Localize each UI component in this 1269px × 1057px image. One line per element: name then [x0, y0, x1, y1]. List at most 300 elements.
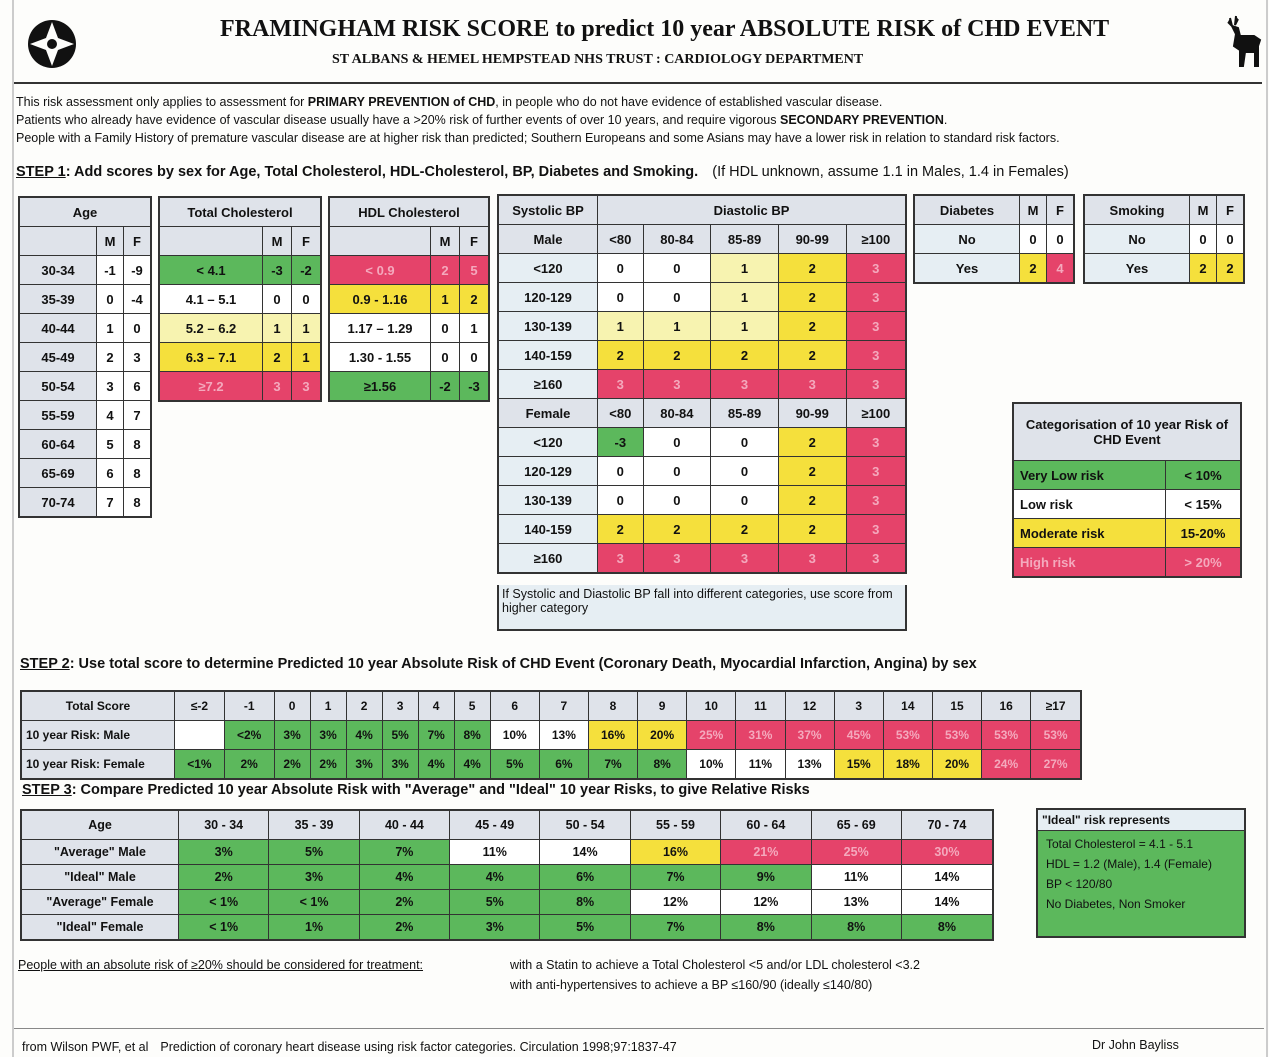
table-row [21, 750, 1081, 780]
risk-value: 7% [359, 840, 449, 865]
bp-score: -3 [598, 428, 644, 457]
bp-score: 1 [711, 254, 779, 283]
footer-reference: from Wilson PWF, et al Prediction of coronary heart disease using risk factor categories. Circulation 1998;97:1837-47 [22, 1040, 677, 1054]
bp-score: 3 [846, 544, 906, 574]
table-row [21, 721, 1081, 750]
male-score: 2 [263, 343, 292, 372]
male-col-header: M [263, 227, 292, 256]
bp-score: 2 [778, 283, 846, 312]
intro-line-3: People with a Family History of premature vascular disease are at higher risk than predicted; Southern Europeans and some Asians may have a lower risk in relation to standard risk factors. [16, 131, 1060, 145]
table-row [329, 372, 489, 402]
total-score-value: -1 [224, 691, 274, 721]
total-score-value: ≥17 [1031, 691, 1081, 721]
male-score: -1 [97, 256, 124, 285]
age-band-label: 35-39 [19, 285, 97, 314]
risk-percentage: 37% [785, 721, 834, 750]
total-score-value: 3 [382, 691, 418, 721]
male-score: 0 [431, 314, 460, 343]
bp-score: 0 [643, 457, 711, 486]
female-score: 7 [124, 401, 152, 430]
female-col-header: F [460, 227, 490, 256]
risk-percentage: 53% [1031, 721, 1081, 750]
bp-score: 3 [711, 370, 779, 399]
hdl-header: HDL Cholesterol [329, 197, 489, 227]
risk-percentage: 25% [687, 721, 736, 750]
deer-logo-icon [1218, 14, 1264, 70]
age-band-label: 30-34 [19, 256, 97, 285]
risk-percentage: <1% [175, 750, 225, 780]
table-row [329, 256, 489, 285]
table-row [498, 457, 906, 486]
hdl-range: 0.9 - 1.16 [329, 285, 431, 314]
female-score: 1 [292, 314, 322, 343]
risk-percentage: <2% [224, 721, 274, 750]
bp-score: 3 [598, 544, 644, 574]
footer-author: Dr John Bayliss [1092, 1038, 1179, 1052]
risk-percentage: 15% [834, 750, 883, 780]
option-label: Yes [914, 254, 1020, 284]
bp-score: 3 [846, 254, 906, 283]
table-row [19, 314, 151, 343]
female-col-header: F [292, 227, 322, 256]
cholesterol-range: ≥7.2 [159, 372, 263, 402]
male-bp-label: Male [498, 225, 598, 254]
diastolic-header: Diastolic BP [598, 195, 907, 225]
table-row [19, 343, 151, 372]
treatment-bp-text: with anti-hypertensives to achieve a BP ≤160/90 (ideally ≤140/80) [510, 978, 873, 992]
female-score: 0 [1217, 225, 1245, 254]
bp-score: 2 [778, 254, 846, 283]
systolic-header: Systolic BP [498, 195, 598, 225]
age-band: 60 - 64 [721, 810, 811, 840]
table-row [159, 372, 321, 402]
table-row [498, 254, 906, 283]
table-row [1084, 225, 1244, 254]
risk-percentage: 4% [454, 750, 490, 780]
risk-value: 6% [540, 865, 630, 890]
total-score-value: 2 [346, 691, 382, 721]
cholesterol-range: 4.1 – 5.1 [159, 285, 263, 314]
risk-row-label: "Ideal" Female [21, 915, 179, 941]
header-divider [14, 82, 1262, 84]
hdl-range: 1.30 - 1.55 [329, 343, 431, 372]
total-score-value: 7 [539, 691, 588, 721]
female-col-header: F [124, 227, 152, 256]
diastolic-range: 80-84 [643, 225, 711, 254]
page-title: FRAMINGHAM RISK SCORE to predict 10 year ABSOLUTE RISK of CHD EVENT [220, 16, 1110, 42]
female-score: 3 [292, 372, 322, 402]
ideal-box-header: "Ideal" risk represents [1038, 810, 1244, 831]
risk-value: 3% [450, 915, 540, 941]
risk-category-label: Low risk [1013, 490, 1166, 519]
risk-value: 5% [450, 890, 540, 915]
bp-score: 0 [643, 254, 711, 283]
total-score-value: 0 [274, 691, 310, 721]
bp-score: 2 [598, 341, 644, 370]
bp-score: 3 [846, 283, 906, 312]
risk-percentage: 18% [883, 750, 932, 780]
risk-percentage: 4% [346, 721, 382, 750]
risk-value: < 1% [179, 915, 269, 941]
table-row [19, 285, 151, 314]
male-score: 1 [97, 314, 124, 343]
risk-category-threshold: > 20% [1166, 548, 1241, 578]
bp-score: 3 [598, 370, 644, 399]
age-band-label: 40-44 [19, 314, 97, 343]
female-score: 2 [1217, 254, 1245, 284]
risk-value: 12% [721, 890, 811, 915]
ideal-criterion: BP < 120/80 [1046, 877, 1113, 891]
risk-percentage: 2% [274, 750, 310, 780]
bp-score: 1 [711, 283, 779, 312]
male-score: 2 [1190, 254, 1217, 284]
bp-score: 3 [643, 544, 711, 574]
systolic-range: ≥160 [498, 544, 598, 574]
systolic-range: 140-159 [498, 341, 598, 370]
female-score: 5 [460, 256, 490, 285]
male-score: 4 [97, 401, 124, 430]
right-border [1266, 0, 1268, 1057]
bp-score: 3 [846, 428, 906, 457]
table-row [19, 372, 151, 401]
risk-percentage: 3% [382, 750, 418, 780]
risk-row-label: "Average" Male [21, 840, 179, 865]
bp-score: 2 [643, 341, 711, 370]
risk-value: 9% [721, 865, 811, 890]
table-row [329, 285, 489, 314]
male-score: 1 [263, 314, 292, 343]
treatment-threshold-text: People with an absolute risk of ≥20% should be considered for treatment: [18, 958, 424, 972]
total-score-value: 11 [736, 691, 785, 721]
table-row [19, 430, 151, 459]
risk-value: 1% [269, 915, 359, 941]
risk-value: 5% [269, 840, 359, 865]
systolic-range: 130-139 [498, 312, 598, 341]
bp-score: 0 [598, 254, 644, 283]
male-score: 2 [1020, 254, 1047, 284]
table-row [498, 370, 906, 399]
bp-score: 3 [846, 515, 906, 544]
bp-score: 3 [846, 457, 906, 486]
female-score: 8 [124, 430, 152, 459]
page-subtitle: ST ALBANS & HEMEL HEMPSTEAD NHS TRUST : CARDIOLOGY DEPARTMENT [332, 52, 864, 67]
risk-value: 16% [630, 840, 720, 865]
diastolic-range: 85-89 [711, 399, 779, 428]
total-score-value: 6 [490, 691, 539, 721]
risk-percentage: 10% [687, 750, 736, 780]
bp-score: 2 [778, 312, 846, 341]
risk-value: 2% [359, 915, 449, 941]
risk-percentage: 53% [982, 721, 1031, 750]
bp-score: 3 [778, 544, 846, 574]
risk-percentage: 4% [418, 750, 454, 780]
table-row [498, 515, 906, 544]
female-score: 0 [460, 343, 490, 372]
table-row [21, 915, 993, 941]
age-band: 65 - 69 [811, 810, 901, 840]
bp-score: 0 [643, 428, 711, 457]
smoking-header: Smoking [1084, 195, 1190, 225]
bp-score: 3 [846, 312, 906, 341]
bp-score: 1 [598, 312, 644, 341]
risk-value: 14% [901, 865, 993, 890]
table-row [498, 341, 906, 370]
risk-value: < 1% [269, 890, 359, 915]
bp-score: 0 [598, 486, 644, 515]
risk-categorisation-table [1012, 402, 1242, 578]
age-band-label: 65-69 [19, 459, 97, 488]
risk-percentage: 7% [418, 721, 454, 750]
table-row [498, 486, 906, 515]
risk-value: < 1% [179, 890, 269, 915]
risk-percentage: 16% [588, 721, 637, 750]
systolic-range: 120-129 [498, 457, 598, 486]
table-row [159, 343, 321, 372]
table-row [21, 840, 993, 865]
risk-value: 3% [269, 865, 359, 890]
risk-value: 7% [630, 915, 720, 941]
female-score: 4 [1047, 254, 1075, 284]
bp-score: 1 [643, 312, 711, 341]
male-score: 1 [431, 285, 460, 314]
female-col-header: F [1217, 195, 1245, 225]
risk-value: 30% [901, 840, 993, 865]
table-row [329, 343, 489, 372]
table-row [1084, 254, 1244, 284]
female-score: 6 [124, 372, 152, 401]
male-score: 0 [263, 285, 292, 314]
step3-heading: STEP 3: Compare Predicted 10 year Absolute Risk with "Average" and "Ideal" 10 year Risks, to give Relative Risks [22, 782, 810, 798]
systolic-range: 120-129 [498, 283, 598, 312]
hdl-range: < 0.9 [329, 256, 431, 285]
male-score: 0 [97, 285, 124, 314]
trust-cross-logo-icon [26, 18, 78, 70]
risk-percentage: 10% [490, 721, 539, 750]
ideal-risk-box [1036, 808, 1246, 938]
male-score: 3 [263, 372, 292, 402]
table-row [498, 225, 906, 254]
table-row [498, 312, 906, 341]
risk-percentage: 5% [382, 721, 418, 750]
total-score-value: 10 [687, 691, 736, 721]
total-score-value: 15 [932, 691, 981, 721]
total-score-value: 12 [785, 691, 834, 721]
risk-value: 25% [811, 840, 901, 865]
systolic-range: 140-159 [498, 515, 598, 544]
ideal-criterion: Total Cholesterol = 4.1 - 5.1 [1046, 837, 1194, 851]
table-row [159, 256, 321, 285]
systolic-range: <120 [498, 254, 598, 283]
diastolic-range: 80-84 [643, 399, 711, 428]
step1-heading: STEP 1: Add scores by sex for Age, Total Cholesterol, HDL-Cholesterol, BP, Diabetes and Smoking. (If HDL unknown, assume 1.1 in Males, 1.4 in Females) [16, 164, 1069, 180]
risk-percentage: 2% [310, 750, 346, 780]
intro-line-1: This risk assessment only applies to assessment for PRIMARY PREVENTION of CHD, in people who do not have evidence of established vascular disease. [16, 95, 883, 109]
female-score: -4 [124, 285, 152, 314]
total-score-value: 3 [834, 691, 883, 721]
total-score-value: 1 [310, 691, 346, 721]
risk-percentage: 3% [274, 721, 310, 750]
bp-score: 3 [711, 544, 779, 574]
female-score: 8 [124, 459, 152, 488]
table-row [19, 459, 151, 488]
hdl-range: ≥1.56 [329, 372, 431, 402]
age-band-label: 60-64 [19, 430, 97, 459]
age-score-table [18, 196, 152, 518]
risk-percentage: 3% [310, 721, 346, 750]
table-row [21, 810, 993, 840]
total-score-value: 14 [883, 691, 932, 721]
table-row [159, 285, 321, 314]
male-score: 7 [97, 488, 124, 518]
age-band: 55 - 59 [630, 810, 720, 840]
footer-divider [14, 1028, 1264, 1029]
hdl-cholesterol-table [328, 196, 490, 402]
treatment-statin-text: with a Statin to achieve a Total Cholesterol <5 and/or LDL cholesterol <3.2 [510, 958, 920, 972]
risk-value: 8% [901, 915, 993, 941]
male-score: 0 [1020, 225, 1047, 254]
risk-value: 5% [540, 915, 630, 941]
diastolic-range: 90-99 [778, 399, 846, 428]
female-score: -9 [124, 256, 152, 285]
female-score: 1 [460, 314, 490, 343]
male-score: 2 [431, 256, 460, 285]
table-row [1013, 519, 1241, 548]
age-band-label: 70-74 [19, 488, 97, 518]
risk-value: 4% [359, 865, 449, 890]
total-score-value: 4 [418, 691, 454, 721]
table-row [19, 256, 151, 285]
risk-row-label: "Ideal" Male [21, 865, 179, 890]
table-row [914, 225, 1074, 254]
age-band: 70 - 74 [901, 810, 993, 840]
risk-percentage [175, 721, 225, 750]
table-row [498, 399, 906, 428]
female-score: -2 [292, 256, 322, 285]
male-col-header: M [97, 227, 124, 256]
systolic-range: ≥160 [498, 370, 598, 399]
bp-score: 0 [711, 457, 779, 486]
risk-percentage: 8% [638, 750, 687, 780]
male-score: 0 [431, 343, 460, 372]
total-score-value: 16 [982, 691, 1031, 721]
risk-percentage: 11% [736, 750, 785, 780]
age-band-label: 50-54 [19, 372, 97, 401]
table-row [159, 314, 321, 343]
male-score: 0 [1190, 225, 1217, 254]
total-score-value: 5 [454, 691, 490, 721]
risk-percentage: 27% [1031, 750, 1081, 780]
risk-value: 8% [811, 915, 901, 941]
table-row [19, 401, 151, 430]
risk-percentage: 13% [539, 721, 588, 750]
bp-score: 0 [598, 283, 644, 312]
female-col-header: F [1047, 195, 1075, 225]
bp-score: 3 [846, 486, 906, 515]
age-band: 50 - 54 [540, 810, 630, 840]
table-row [329, 314, 489, 343]
table-row [21, 865, 993, 890]
female-score: 0 [1047, 225, 1075, 254]
risk-category-threshold: < 10% [1166, 461, 1241, 490]
male-col-header: M [1020, 195, 1047, 225]
table-row [1013, 548, 1241, 578]
male-score: 3 [97, 372, 124, 401]
female-score: 8 [124, 488, 152, 518]
risk-value: 11% [811, 865, 901, 890]
bp-score: 2 [778, 486, 846, 515]
risk-value: 13% [811, 890, 901, 915]
ideal-criterion: No Diabetes, Non Smoker [1046, 897, 1186, 911]
table-row [498, 428, 906, 457]
bp-score: 3 [846, 370, 906, 399]
male-score: 6 [97, 459, 124, 488]
risk-value: 2% [179, 865, 269, 890]
total-score-value: 8 [588, 691, 637, 721]
systolic-range: 130-139 [498, 486, 598, 515]
bp-score: 2 [778, 341, 846, 370]
table-row [498, 544, 906, 574]
bp-score: 0 [711, 428, 779, 457]
risk-value: 3% [179, 840, 269, 865]
risk-value: 14% [540, 840, 630, 865]
bp-score: 2 [711, 341, 779, 370]
left-border [12, 0, 14, 1057]
table-row [498, 283, 906, 312]
ideal-criterion: HDL = 1.2 (Male), 1.4 (Female) [1046, 857, 1212, 871]
bp-score: 0 [598, 457, 644, 486]
option-label: Yes [1084, 254, 1190, 284]
categorisation-header: Categorisation of 10 year Risk of CHD Event [1013, 403, 1241, 461]
bp-score: 2 [711, 515, 779, 544]
female-score: 0 [292, 285, 322, 314]
step2-heading: STEP 2: Use total score to determine Predicted 10 year Absolute Risk of CHD Event (Coronary Death, Myocardial Infarction, Angina) by sex [20, 656, 977, 672]
risk-percentage: 31% [736, 721, 785, 750]
diastolic-range: ≥100 [846, 225, 906, 254]
option-label: No [1084, 225, 1190, 254]
cholesterol-range: 5.2 – 6.2 [159, 314, 263, 343]
age-band: 45 - 49 [450, 810, 540, 840]
male-risk-label: 10 year Risk: Male [21, 721, 175, 750]
risk-value: 11% [450, 840, 540, 865]
risk-category-label: High risk [1013, 548, 1166, 578]
bp-score: 0 [643, 486, 711, 515]
bp-score: 2 [643, 515, 711, 544]
bp-score: 3 [643, 370, 711, 399]
cholesterol-range: < 4.1 [159, 256, 263, 285]
female-score: 1 [292, 343, 322, 372]
risk-value: 4% [450, 865, 540, 890]
risk-value: 7% [630, 865, 720, 890]
total-score-risk-table [20, 690, 1082, 780]
table-row [1013, 461, 1241, 490]
smoking-table [1083, 194, 1245, 284]
risk-percentage: 2% [224, 750, 274, 780]
male-col-header: M [431, 227, 460, 256]
female-score: 0 [124, 314, 152, 343]
male-col-header: M [1190, 195, 1217, 225]
risk-category-threshold: 15-20% [1166, 519, 1241, 548]
female-risk-label: 10 year Risk: Female [21, 750, 175, 780]
bp-score: 2 [598, 515, 644, 544]
total-cholesterol-table [158, 196, 322, 402]
age-label: Age [21, 810, 179, 840]
risk-value: 14% [901, 890, 993, 915]
diabetes-header: Diabetes [914, 195, 1020, 225]
female-score: 2 [460, 285, 490, 314]
risk-value: 21% [721, 840, 811, 865]
blood-pressure-table [497, 194, 907, 574]
total-score-label: Total Score [21, 691, 175, 721]
